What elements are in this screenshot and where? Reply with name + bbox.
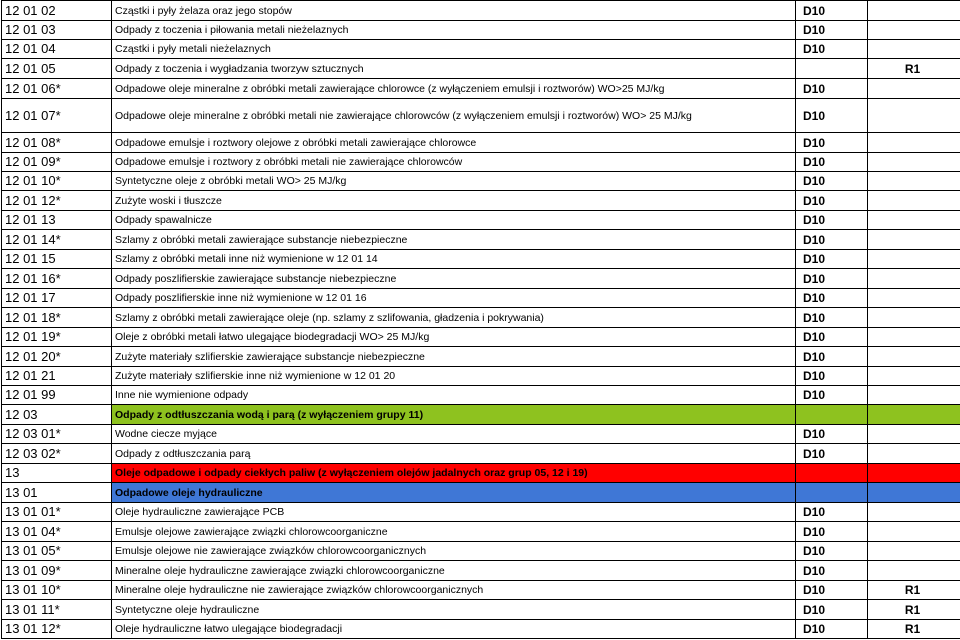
recovery-code-cell bbox=[868, 289, 960, 308]
waste-code-cell: 12 01 07* bbox=[2, 99, 112, 133]
waste-description-cell: Odpadowe emulsje i roztwory z obróbki metali nie zawierające chlorowców bbox=[112, 153, 796, 172]
disposal-code-cell: D10 bbox=[796, 308, 868, 328]
recovery-code-cell bbox=[868, 172, 960, 191]
recovery-code-cell bbox=[868, 483, 960, 503]
recovery-code-cell bbox=[868, 191, 960, 211]
recovery-code-cell bbox=[868, 21, 960, 40]
waste-description-cell: Odpady z odtłuszczania wodą i parą (z wyłączeniem grupy 11) bbox=[112, 405, 796, 425]
waste-description-cell: Szlamy z obróbki metali inne niż wymienione w 12 01 14 bbox=[112, 250, 796, 269]
disposal-code-cell: D10 bbox=[796, 620, 868, 639]
table-row bbox=[2, 522, 960, 542]
waste-description-cell: Emulsje olejowe zawierające związki chlorowcoorganiczne bbox=[112, 522, 796, 542]
waste-code-cell: 13 01 05* bbox=[2, 542, 112, 561]
table-row bbox=[2, 40, 960, 59]
table-row bbox=[2, 211, 960, 230]
waste-description-cell: Odpady z odtłuszczania parą bbox=[112, 444, 796, 464]
table-row bbox=[2, 405, 960, 425]
recovery-code-cell: R1 bbox=[868, 581, 960, 600]
recovery-code-cell bbox=[868, 464, 960, 483]
table-row bbox=[2, 347, 960, 367]
recovery-code-cell bbox=[868, 211, 960, 230]
recovery-code-cell bbox=[868, 347, 960, 367]
recovery-code-cell bbox=[868, 250, 960, 269]
recovery-code-cell: R1 bbox=[868, 600, 960, 620]
waste-code-cell: 12 01 09* bbox=[2, 153, 112, 172]
recovery-code-cell bbox=[868, 367, 960, 386]
waste-description-cell: Cząstki i pyły żelaza oraz jego stopów bbox=[112, 1, 796, 21]
recovery-code-cell bbox=[868, 230, 960, 250]
recovery-code-cell bbox=[868, 561, 960, 581]
waste-code-cell: 12 03 bbox=[2, 405, 112, 425]
table-row bbox=[2, 542, 960, 561]
table-row bbox=[2, 367, 960, 386]
table-row bbox=[2, 133, 960, 153]
table-row bbox=[2, 21, 960, 40]
recovery-code-cell bbox=[868, 542, 960, 561]
table-row bbox=[2, 172, 960, 191]
waste-codes-body bbox=[2, 1, 960, 639]
waste-code-cell: 13 01 04* bbox=[2, 522, 112, 542]
waste-description-cell: Odpady z toczenia i wygładzania tworzyw sztucznych bbox=[112, 59, 796, 79]
waste-code-cell: 12 01 17 bbox=[2, 289, 112, 308]
waste-code-cell: 13 01 09* bbox=[2, 561, 112, 581]
waste-code-cell: 13 01 bbox=[2, 483, 112, 503]
table-row bbox=[2, 581, 960, 600]
waste-description-cell: Odpady spawalnicze bbox=[112, 211, 796, 230]
waste-codes-table bbox=[1, 0, 960, 639]
recovery-code-cell: R1 bbox=[868, 620, 960, 639]
waste-description-cell: Mineralne oleje hydrauliczne nie zawierające związków chlorowcoorganicznych bbox=[112, 581, 796, 600]
table-row bbox=[2, 483, 960, 503]
disposal-code-cell: D10 bbox=[796, 542, 868, 561]
waste-code-cell: 12 01 12* bbox=[2, 191, 112, 211]
disposal-code-cell bbox=[796, 405, 868, 425]
waste-description-cell: Szlamy z obróbki metali zawierające oleje (np. szlamy z szlifowania, gładzenia i pokrywania) bbox=[112, 308, 796, 328]
waste-code-cell: 13 01 11* bbox=[2, 600, 112, 620]
recovery-code-cell bbox=[868, 328, 960, 347]
table-row bbox=[2, 230, 960, 250]
table-row bbox=[2, 1, 960, 21]
table-row bbox=[2, 503, 960, 522]
disposal-code-cell: D10 bbox=[796, 191, 868, 211]
recovery-code-cell bbox=[868, 503, 960, 522]
table-row bbox=[2, 59, 960, 79]
table-row bbox=[2, 191, 960, 211]
recovery-code-cell bbox=[868, 79, 960, 99]
disposal-code-cell: D10 bbox=[796, 21, 868, 40]
table-row bbox=[2, 250, 960, 269]
waste-code-cell: 12 01 16* bbox=[2, 269, 112, 289]
recovery-code-cell: R1 bbox=[868, 59, 960, 79]
table-row bbox=[2, 620, 960, 639]
table-row bbox=[2, 289, 960, 308]
waste-description-cell: Odpadowe emulsje i roztwory olejowe z obróbki metali zawierające chlorowce bbox=[112, 133, 796, 153]
disposal-code-cell: D10 bbox=[796, 328, 868, 347]
waste-code-cell: 12 01 13 bbox=[2, 211, 112, 230]
recovery-code-cell bbox=[868, 153, 960, 172]
recovery-code-cell bbox=[868, 405, 960, 425]
recovery-code-cell bbox=[868, 308, 960, 328]
table-row bbox=[2, 153, 960, 172]
disposal-code-cell: D10 bbox=[796, 172, 868, 191]
waste-description-cell: Zużyte materiały szlifierskie zawierające substancje niebezpieczne bbox=[112, 347, 796, 367]
table-row bbox=[2, 386, 960, 405]
waste-description-cell: Odpadowe oleje mineralne z obróbki metali nie zawierające chlorowców (z wyłączeniem emulsji i roztworów) WO> 25 MJ/kg bbox=[112, 99, 796, 133]
recovery-code-cell bbox=[868, 425, 960, 444]
waste-description-cell: Oleje z obróbki metali łatwo ulegające biodegradacji WO> 25 MJ/kg bbox=[112, 328, 796, 347]
waste-description-cell: Szlamy z obróbki metali zawierające substancje niebezpieczne bbox=[112, 230, 796, 250]
waste-description-cell: Zużyte woski i tłuszcze bbox=[112, 191, 796, 211]
waste-description-cell: Odpadowe oleje hydrauliczne bbox=[112, 483, 796, 503]
disposal-code-cell: D10 bbox=[796, 250, 868, 269]
waste-description-cell: Syntetyczne oleje hydrauliczne bbox=[112, 600, 796, 620]
waste-code-cell: 12 01 14* bbox=[2, 230, 112, 250]
disposal-code-cell: D10 bbox=[796, 289, 868, 308]
disposal-code-cell: D10 bbox=[796, 367, 868, 386]
waste-code-cell: 12 01 18* bbox=[2, 308, 112, 328]
waste-description-cell: Zużyte materiały szlifierskie inne niż wymienione w 12 01 20 bbox=[112, 367, 796, 386]
waste-code-cell: 12 01 02 bbox=[2, 1, 112, 21]
waste-code-cell: 12 03 02* bbox=[2, 444, 112, 464]
disposal-code-cell: D10 bbox=[796, 561, 868, 581]
waste-description-cell: Odpady z toczenia i piłowania metali nieżelaznych bbox=[112, 21, 796, 40]
disposal-code-cell: D10 bbox=[796, 425, 868, 444]
recovery-code-cell bbox=[868, 1, 960, 21]
recovery-code-cell bbox=[868, 40, 960, 59]
waste-description-cell: Odpady poszlifierskie zawierające substancje niebezpieczne bbox=[112, 269, 796, 289]
waste-description-cell: Cząstki i pyły metali nieżelaznych bbox=[112, 40, 796, 59]
recovery-code-cell bbox=[868, 99, 960, 133]
table-row bbox=[2, 444, 960, 464]
disposal-code-cell: D10 bbox=[796, 211, 868, 230]
waste-description-cell: Oleje hydrauliczne łatwo ulegające biodegradacji bbox=[112, 620, 796, 639]
waste-code-cell: 12 01 99 bbox=[2, 386, 112, 405]
disposal-code-cell bbox=[796, 483, 868, 503]
waste-code-cell: 12 01 20* bbox=[2, 347, 112, 367]
waste-code-cell: 12 01 21 bbox=[2, 367, 112, 386]
table-row bbox=[2, 600, 960, 620]
waste-code-cell: 13 bbox=[2, 464, 112, 483]
recovery-code-cell bbox=[868, 386, 960, 405]
waste-code-cell: 13 01 10* bbox=[2, 581, 112, 600]
recovery-code-cell bbox=[868, 133, 960, 153]
disposal-code-cell bbox=[796, 464, 868, 483]
table-row bbox=[2, 464, 960, 483]
waste-code-cell: 12 01 08* bbox=[2, 133, 112, 153]
waste-code-cell: 12 01 15 bbox=[2, 250, 112, 269]
disposal-code-cell: D10 bbox=[796, 269, 868, 289]
waste-description-cell: Emulsje olejowe nie zawierające związków chlorowcoorganicznych bbox=[112, 542, 796, 561]
disposal-code-cell: D10 bbox=[796, 99, 868, 133]
waste-code-cell: 12 01 05 bbox=[2, 59, 112, 79]
waste-description-cell: Wodne ciecze myjące bbox=[112, 425, 796, 444]
recovery-code-cell bbox=[868, 269, 960, 289]
disposal-code-cell: D10 bbox=[796, 133, 868, 153]
table-row bbox=[2, 99, 960, 133]
waste-code-cell: 12 03 01* bbox=[2, 425, 112, 444]
waste-description-cell: Inne nie wymienione odpady bbox=[112, 386, 796, 405]
disposal-code-cell: D10 bbox=[796, 444, 868, 464]
disposal-code-cell: D10 bbox=[796, 1, 868, 21]
disposal-code-cell: D10 bbox=[796, 153, 868, 172]
waste-description-cell: Odpadowe oleje mineralne z obróbki metali zawierające chlorowce (z wyłączeniem emulsji i roztworów) WO>25 MJ/kg bbox=[112, 79, 796, 99]
waste-code-cell: 12 01 03 bbox=[2, 21, 112, 40]
recovery-code-cell bbox=[868, 522, 960, 542]
waste-code-cell: 12 01 10* bbox=[2, 172, 112, 191]
waste-code-cell: 12 01 04 bbox=[2, 40, 112, 59]
recovery-code-cell bbox=[868, 444, 960, 464]
disposal-code-cell bbox=[796, 59, 868, 79]
disposal-code-cell: D10 bbox=[796, 581, 868, 600]
table-row bbox=[2, 425, 960, 444]
waste-code-cell: 12 01 06* bbox=[2, 79, 112, 99]
disposal-code-cell: D10 bbox=[796, 503, 868, 522]
waste-description-cell: Odpady poszlifierskie inne niż wymienione w 12 01 16 bbox=[112, 289, 796, 308]
waste-code-cell: 13 01 01* bbox=[2, 503, 112, 522]
disposal-code-cell: D10 bbox=[796, 600, 868, 620]
disposal-code-cell: D10 bbox=[796, 40, 868, 59]
disposal-code-cell: D10 bbox=[796, 79, 868, 99]
disposal-code-cell: D10 bbox=[796, 522, 868, 542]
waste-description-cell: Syntetyczne oleje z obróbki metali WO> 25 MJ/kg bbox=[112, 172, 796, 191]
table-row bbox=[2, 269, 960, 289]
table-row bbox=[2, 308, 960, 328]
waste-description-cell: Oleje odpadowe i odpady ciekłych paliw (z wyłączeniem olejów jadalnych oraz grup 05, 12 i 19) bbox=[112, 464, 796, 483]
waste-description-cell: Mineralne oleje hydrauliczne zawierające związki chlorowcoorganiczne bbox=[112, 561, 796, 581]
disposal-code-cell: D10 bbox=[796, 347, 868, 367]
waste-code-cell: 12 01 19* bbox=[2, 328, 112, 347]
table-row bbox=[2, 561, 960, 581]
waste-description-cell: Oleje hydrauliczne zawierające PCB bbox=[112, 503, 796, 522]
disposal-code-cell: D10 bbox=[796, 230, 868, 250]
table-row bbox=[2, 79, 960, 99]
waste-code-cell: 13 01 12* bbox=[2, 620, 112, 639]
disposal-code-cell: D10 bbox=[796, 386, 868, 405]
table-row bbox=[2, 328, 960, 347]
